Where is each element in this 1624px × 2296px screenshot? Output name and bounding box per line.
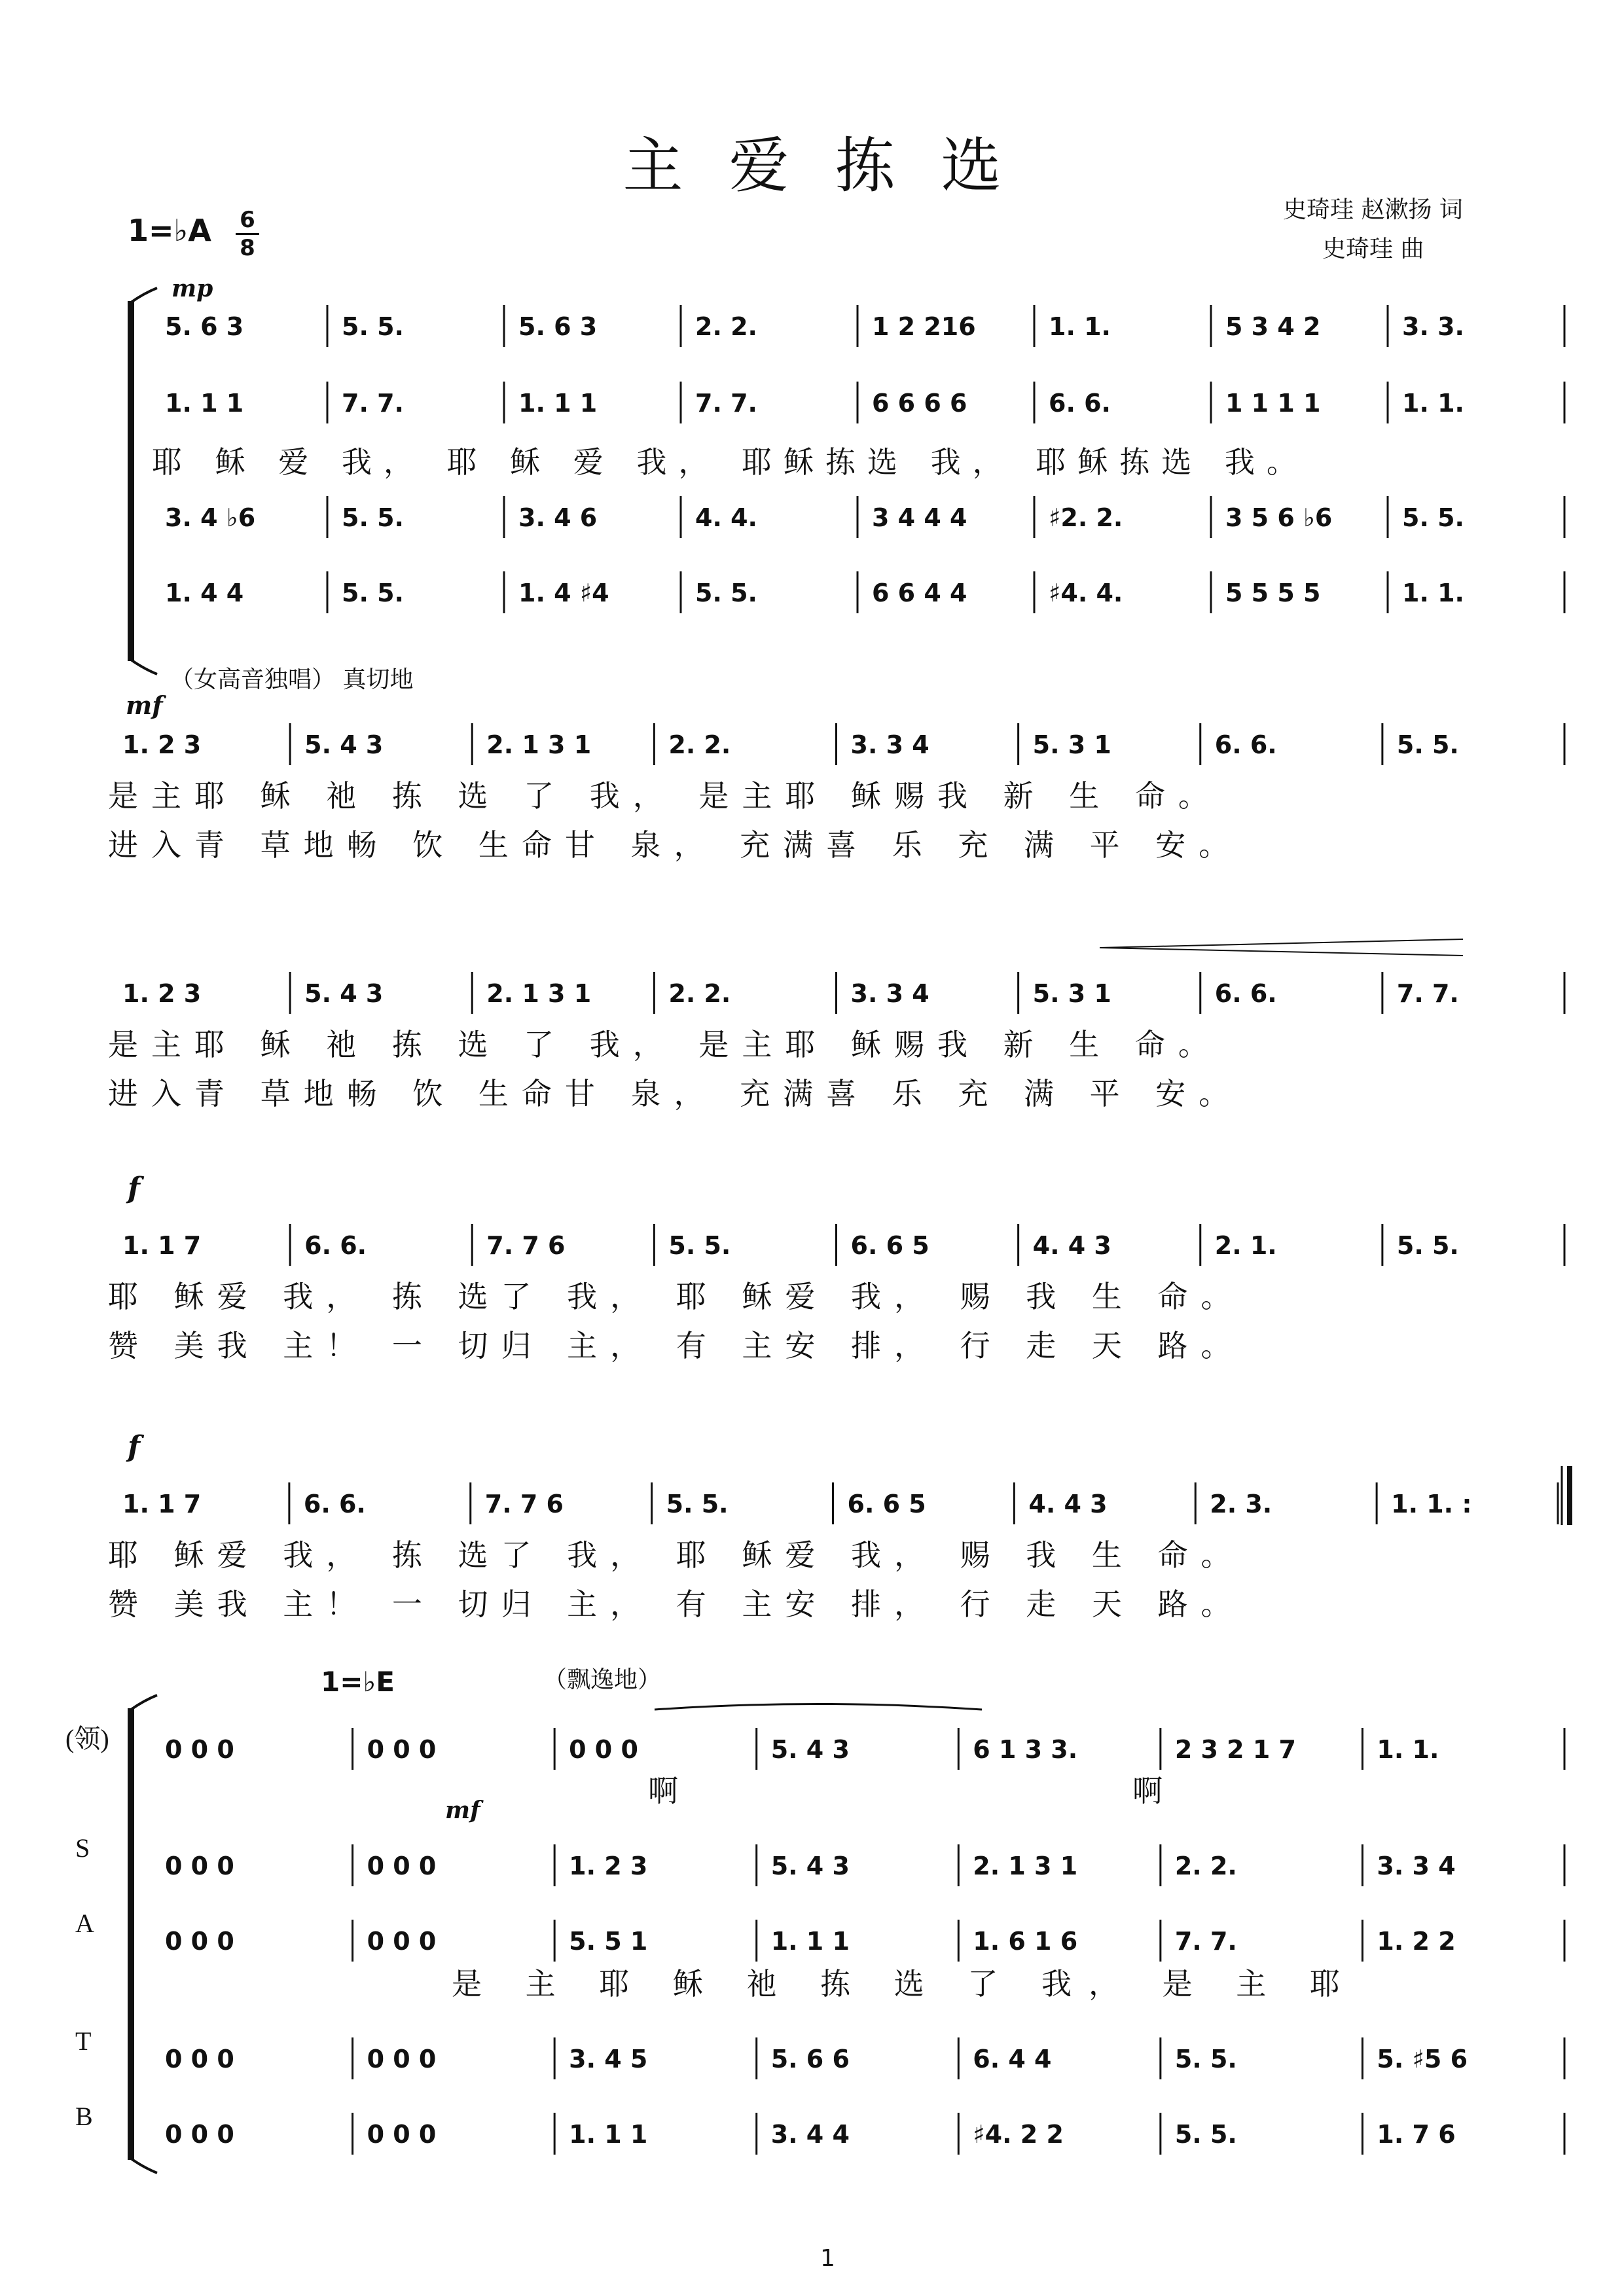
s3-measure: 6. 6. <box>1214 979 1277 1008</box>
s6-soprano-measure: 2. 1 3 1 <box>973 1852 1078 1880</box>
s5-lyric1: 耶 稣爱 我， 拣 选了 我， 耶 稣爱 我， 赐 我 生 命。 <box>108 1537 1244 1573</box>
part-label-b: B <box>75 2102 93 2131</box>
s6-tenor-measure: 5. ♯5 6 <box>1377 2045 1468 2073</box>
s1-voice2-measure: 1 1 1 1 <box>1225 389 1321 418</box>
s2-measure: 5. 4 3 <box>304 730 384 759</box>
s6-bass-measure: 0 0 0 <box>367 2120 437 2149</box>
s1-voice1-measure: 1. 1. <box>1049 312 1111 341</box>
s3-measure: 3. 3 4 <box>850 979 929 1008</box>
s3-measure: 5. 4 3 <box>304 979 384 1008</box>
s1-voice3-measure: 3. 4 6 <box>518 503 598 532</box>
s4-measure: 6. 6 5 <box>850 1231 929 1260</box>
s2-measure: 5. 5. <box>1396 730 1459 759</box>
s6-lead-measure: 6 1 3 3. <box>973 1735 1078 1764</box>
piao-expression: （飘逸地） <box>543 1666 662 1693</box>
s6-lead-measure: 0 0 0 <box>165 1735 234 1764</box>
s1-voice2-measure: 7. 7. <box>342 389 404 418</box>
s1-voice4-measure: 6 6 4 4 <box>872 579 967 607</box>
s6-tenor-measure: 3. 4 5 <box>569 2045 648 2073</box>
s3-measure: 1. 2 3 <box>122 979 202 1008</box>
s6-soprano-measure: 1. 2 3 <box>569 1852 648 1880</box>
s1-voice3-measure: 3. 4 ♭6 <box>165 503 256 532</box>
s1-voice4-measure: 1. 1. <box>1402 579 1464 607</box>
s6-tenor-measure: 5. 5. <box>1174 2045 1237 2073</box>
solo-expression: （女高音独唱） 真切地 <box>170 666 414 693</box>
key-signature-2: 1=♭E <box>321 1666 395 1698</box>
s4-measure: 1. 1 7 <box>122 1231 202 1260</box>
s1-voice4-measure: 5. 5. <box>342 579 404 607</box>
s4-measure: 5. 5. <box>1396 1231 1459 1260</box>
s6-lyric: 是 主 耶 稣 祂 拣 选 了 我， 是 主 耶 <box>452 1966 1357 2001</box>
dynamic-f1: f <box>128 1172 140 1205</box>
s3-measure: 7. 7. <box>1396 979 1459 1008</box>
s1-voice4-measure: 1. 4 ♯4 <box>518 579 609 607</box>
s6-lead-measure: 1. 1. <box>1377 1735 1439 1764</box>
s5-measure: 6. 6. <box>303 1490 366 1518</box>
s5-measure: 1. 1. : <box>1391 1490 1472 1518</box>
s6-bass-measure: 1. 7 6 <box>1377 2120 1456 2149</box>
s2-measure: 2. 1 3 1 <box>486 730 592 759</box>
dynamic-mf-2: mf <box>445 1797 480 1824</box>
s6-bass-measure: 5. 5. <box>1174 2120 1237 2149</box>
s6-lead-measure: 2 3 2 1 7 <box>1174 1735 1296 1764</box>
s5-lyric2: 赞 美我 主！ 一 切归 主， 有 主安 排， 行 走 天 路。 <box>108 1587 1244 1622</box>
s1-voice4-measure: 5 5 5 5 <box>1225 579 1321 607</box>
s6-bass-measure: 1. 1 1 <box>569 2120 648 2149</box>
time-sig-bottom: 8 <box>240 235 255 261</box>
s6-bass-measure: 3. 4 4 <box>770 2120 850 2149</box>
s6-soprano-measure: 3. 3 4 <box>1377 1852 1456 1880</box>
s2-measure: 1. 2 3 <box>122 730 202 759</box>
s4-lyric1: 耶 稣爱 我， 拣 选了 我， 耶 稣爱 我， 赐 我 生 命。 <box>108 1279 1244 1314</box>
s3-measure: 2. 2. <box>668 979 731 1008</box>
s6-lead-measure: 5. 4 3 <box>770 1735 850 1764</box>
s6-lead-measure: 0 0 0 <box>367 1735 437 1764</box>
s1-voice3-measure: 3 5 6 ♭6 <box>1225 503 1333 532</box>
s6-soprano-measure: 5. 4 3 <box>770 1852 850 1880</box>
s6-alto-measure: 5. 5 1 <box>569 1927 648 1956</box>
key-signature: 1=♭A <box>128 213 211 248</box>
part-label-a: A <box>75 1909 94 1938</box>
s1-voice1-measure: 5. 5. <box>342 312 404 341</box>
part-label-t: T <box>75 2026 92 2056</box>
s1-voice3-measure: 5. 5. <box>1402 503 1464 532</box>
part-label-s: S <box>75 1833 90 1863</box>
s1-voice2-measure: 1. 1 1 <box>518 389 598 418</box>
s5-measure: 5. 5. <box>666 1490 729 1518</box>
dynamic-mp: mp <box>171 275 213 302</box>
time-sig-top: 6 <box>240 207 255 233</box>
page-title: 主爱拣选 <box>623 131 1047 201</box>
s6-alto-measure: 1. 6 1 6 <box>973 1927 1078 1956</box>
s1-lyric: 耶 稣 爱 我， 耶 稣 爱 我， 耶稣拣选 我， 耶稣拣选 我。 <box>152 444 1308 480</box>
s1-voice4-measure: ♯4. 4. <box>1049 579 1123 607</box>
s5-measure: 6. 6 5 <box>847 1490 926 1518</box>
s4-measure: 7. 7 6 <box>486 1231 566 1260</box>
s3-lyric1: 是主耶 稣 祂 拣 选 了 我， 是主耶 稣赐我 新 生 命。 <box>108 1027 1221 1062</box>
s4-measure: 2. 1. <box>1214 1231 1277 1260</box>
s5-measure: 1. 1 7 <box>122 1490 202 1518</box>
s3-measure: 5. 3 1 <box>1032 979 1111 1008</box>
dynamic-f2: f <box>128 1430 140 1463</box>
s2-measure: 3. 3 4 <box>850 730 929 759</box>
s1-voice1-measure: 1 2 216 <box>872 312 976 341</box>
s6-lead-measure: 0 0 0 <box>569 1735 638 1764</box>
s2-measure: 5. 3 1 <box>1032 730 1111 759</box>
s1-voice4-measure: 5. 5. <box>695 579 757 607</box>
s1-voice3-measure: 3 4 4 4 <box>872 503 967 532</box>
s6-alto-measure: 0 0 0 <box>165 1927 234 1956</box>
s6-bass-measure: 0 0 0 <box>165 2120 234 2149</box>
s1-voice1-measure: 2. 2. <box>695 312 757 341</box>
s1-voice2-measure: 6 6 6 6 <box>872 389 967 418</box>
s6-tenor-measure: 0 0 0 <box>367 2045 437 2073</box>
s4-measure: 6. 6. <box>304 1231 367 1260</box>
dynamic-mf: mf <box>126 691 163 720</box>
s6-bass-measure: ♯4. 2 2 <box>973 2120 1064 2149</box>
s4-measure: 4. 4 3 <box>1032 1231 1111 1260</box>
s4-lyric2: 赞 美我 主！ 一 切归 主， 有 主安 排， 行 走 天 路。 <box>108 1328 1244 1363</box>
s1-voice2-measure: 1. 1. <box>1402 389 1464 418</box>
s6-tenor-measure: 5. 6 6 <box>770 2045 850 2073</box>
s4-measure: 5. 5. <box>668 1231 731 1260</box>
s5-measure: 4. 4 3 <box>1028 1490 1108 1518</box>
s1-voice1-measure: 3. 3. <box>1402 312 1464 341</box>
s6-soprano-measure: 0 0 0 <box>367 1852 437 1880</box>
s5-measure: 2. 3. <box>1210 1490 1272 1518</box>
s5-measure: 7. 7 6 <box>484 1490 564 1518</box>
lead-lyric-ah-1: 啊 <box>648 1773 678 1808</box>
s3-measure: 2. 1 3 1 <box>486 979 592 1008</box>
s2-measure: 2. 2. <box>668 730 731 759</box>
s1-voice3-measure: 5. 5. <box>342 503 404 532</box>
s6-alto-measure: 1. 1 1 <box>770 1927 850 1956</box>
s1-voice3-measure: ♯2. 2. <box>1049 503 1123 532</box>
s1-voice1-measure: 5. 6 3 <box>518 312 598 341</box>
s1-voice4-measure: 1. 4 4 <box>165 579 244 607</box>
s6-soprano-measure: 0 0 0 <box>165 1852 234 1880</box>
s3-lyric2: 进入青 草地畅 饮 生命甘 泉， 充满喜 乐 充 满 平 安。 <box>108 1076 1242 1111</box>
page-number: 1 <box>820 2245 835 2272</box>
s2-measure: 6. 6. <box>1214 730 1277 759</box>
s6-tenor-measure: 0 0 0 <box>165 2045 234 2073</box>
s2-lyric2: 进入青 草地畅 饮 生命甘 泉， 充满喜 乐 充 满 平 安。 <box>108 827 1242 863</box>
part-label-lead: (领) <box>65 1724 109 1753</box>
s1-voice2-measure: 6. 6. <box>1049 389 1111 418</box>
s6-alto-measure: 7. 7. <box>1174 1927 1237 1956</box>
s1-voice3-measure: 4. 4. <box>695 503 757 532</box>
s2-lyric1: 是主耶 稣 祂 拣 选 了 我， 是主耶 稣赐我 新 生 命。 <box>108 778 1221 814</box>
s1-voice1-measure: 5. 6 3 <box>165 312 244 341</box>
s1-voice2-measure: 1. 1 1 <box>165 389 244 418</box>
composer-credit: 史琦珪 曲 <box>1322 236 1424 262</box>
s1-voice2-measure: 7. 7. <box>695 389 757 418</box>
s6-tenor-measure: 6. 4 4 <box>973 2045 1052 2073</box>
s6-soprano-measure: 2. 2. <box>1174 1852 1237 1880</box>
s6-alto-measure: 0 0 0 <box>367 1927 437 1956</box>
s6-alto-measure: 1. 2 2 <box>1377 1927 1456 1956</box>
lyricist-credit: 史琦珪 赵漱扬 词 <box>1283 196 1463 223</box>
s1-voice1-measure: 5 3 4 2 <box>1225 312 1321 341</box>
lead-lyric-ah-2: 啊 <box>1132 1773 1163 1808</box>
